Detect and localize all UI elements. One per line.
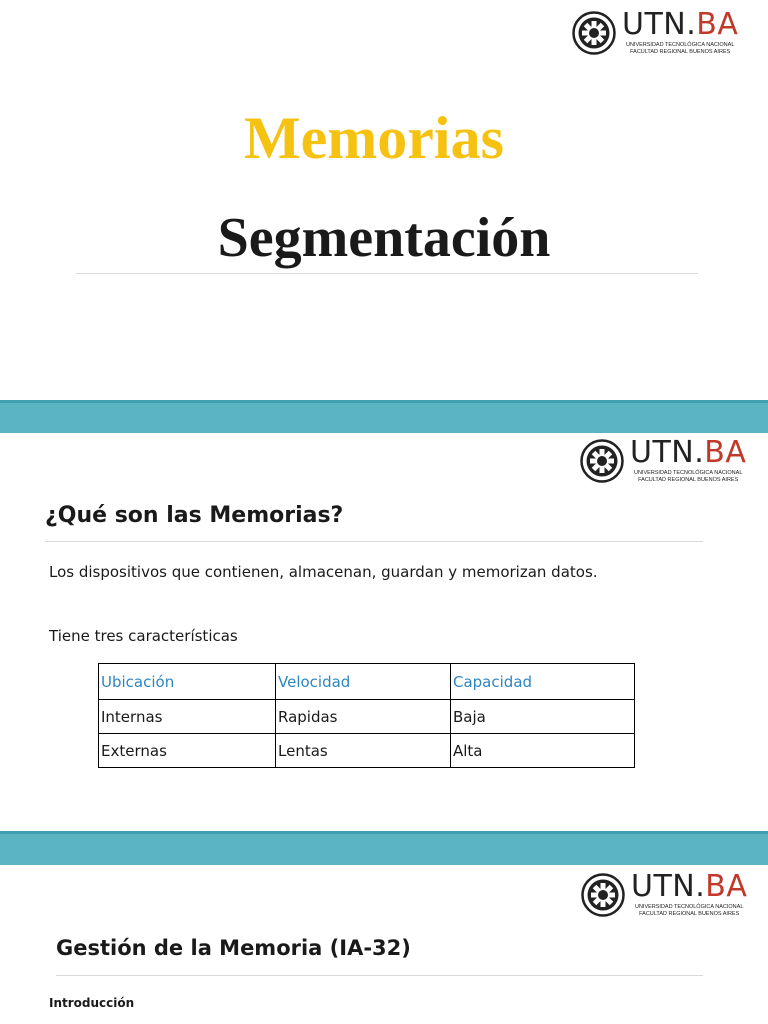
table-cell: Internas: [99, 700, 276, 734]
table-cell: Externas: [99, 734, 276, 768]
logo-subline-university: UNIVERSIDAD TECNOLÓGICA NACIONAL: [625, 42, 735, 48]
slide-separator-band: [0, 400, 768, 433]
logo-subline-faculty: FACULTAD REGIONAL BUENOS AIRES: [639, 911, 740, 917]
utn-ba-logo: [581, 869, 748, 918]
slide-title: [0, 0, 768, 400]
utn-emblem-icon: [580, 439, 624, 483]
section-heading: ¿Qué son las Memorias?: [45, 503, 344, 528]
section-heading: Gestión de la Memoria (IA-32): [56, 936, 411, 960]
logo-name-main: UTN.: [631, 869, 706, 904]
title-divider: [76, 273, 698, 274]
table-header-cell: Velocidad: [276, 664, 451, 700]
logo-subline-faculty: FACULTAD REGIONAL BUENOS AIRES: [630, 49, 731, 55]
table-row: [99, 700, 635, 734]
memory-characteristics-table: [98, 663, 635, 768]
table-cell: Alta: [451, 734, 635, 768]
utn-emblem-icon: [572, 11, 616, 55]
table-cell: Rapidas: [276, 700, 451, 734]
slide-separator-band: [0, 831, 768, 865]
utn-ba-logo: [572, 7, 739, 56]
table-header-cell: Capacidad: [451, 664, 635, 700]
table-row: [99, 734, 635, 768]
slide-title-heading: Memorias: [244, 105, 504, 171]
table-header-row: [99, 664, 635, 700]
logo-name-main: UTN.: [622, 7, 697, 42]
logo-subline-university: UNIVERSIDAD TECNOLÓGICA NACIONAL: [633, 470, 743, 476]
logo-name-accent: BA: [705, 869, 748, 904]
characteristics-lead: Tiene tres características: [49, 627, 238, 645]
heading-divider: [56, 975, 703, 976]
logo-name-accent: BA: [696, 7, 739, 42]
heading-divider: [45, 541, 703, 542]
logo-name-main: UTN.: [630, 435, 705, 470]
table-cell: Baja: [451, 700, 635, 734]
utn-ba-logo: [580, 435, 747, 484]
definition-text: Los dispositivos que contienen, almacenan, guardan y memorizan datos.: [49, 563, 598, 581]
logo-subline-university: UNIVERSIDAD TECNOLÓGICA NACIONAL: [634, 904, 744, 910]
table-cell: Lentas: [276, 734, 451, 768]
intro-label: Introducción: [49, 996, 135, 1010]
logo-name-accent: BA: [704, 435, 747, 470]
table-header-cell: Ubicación: [99, 664, 276, 700]
utn-emblem-icon: [581, 873, 625, 917]
slide-subtitle: Segmentación: [217, 207, 551, 269]
logo-subline-faculty: FACULTAD REGIONAL BUENOS AIRES: [638, 477, 739, 483]
